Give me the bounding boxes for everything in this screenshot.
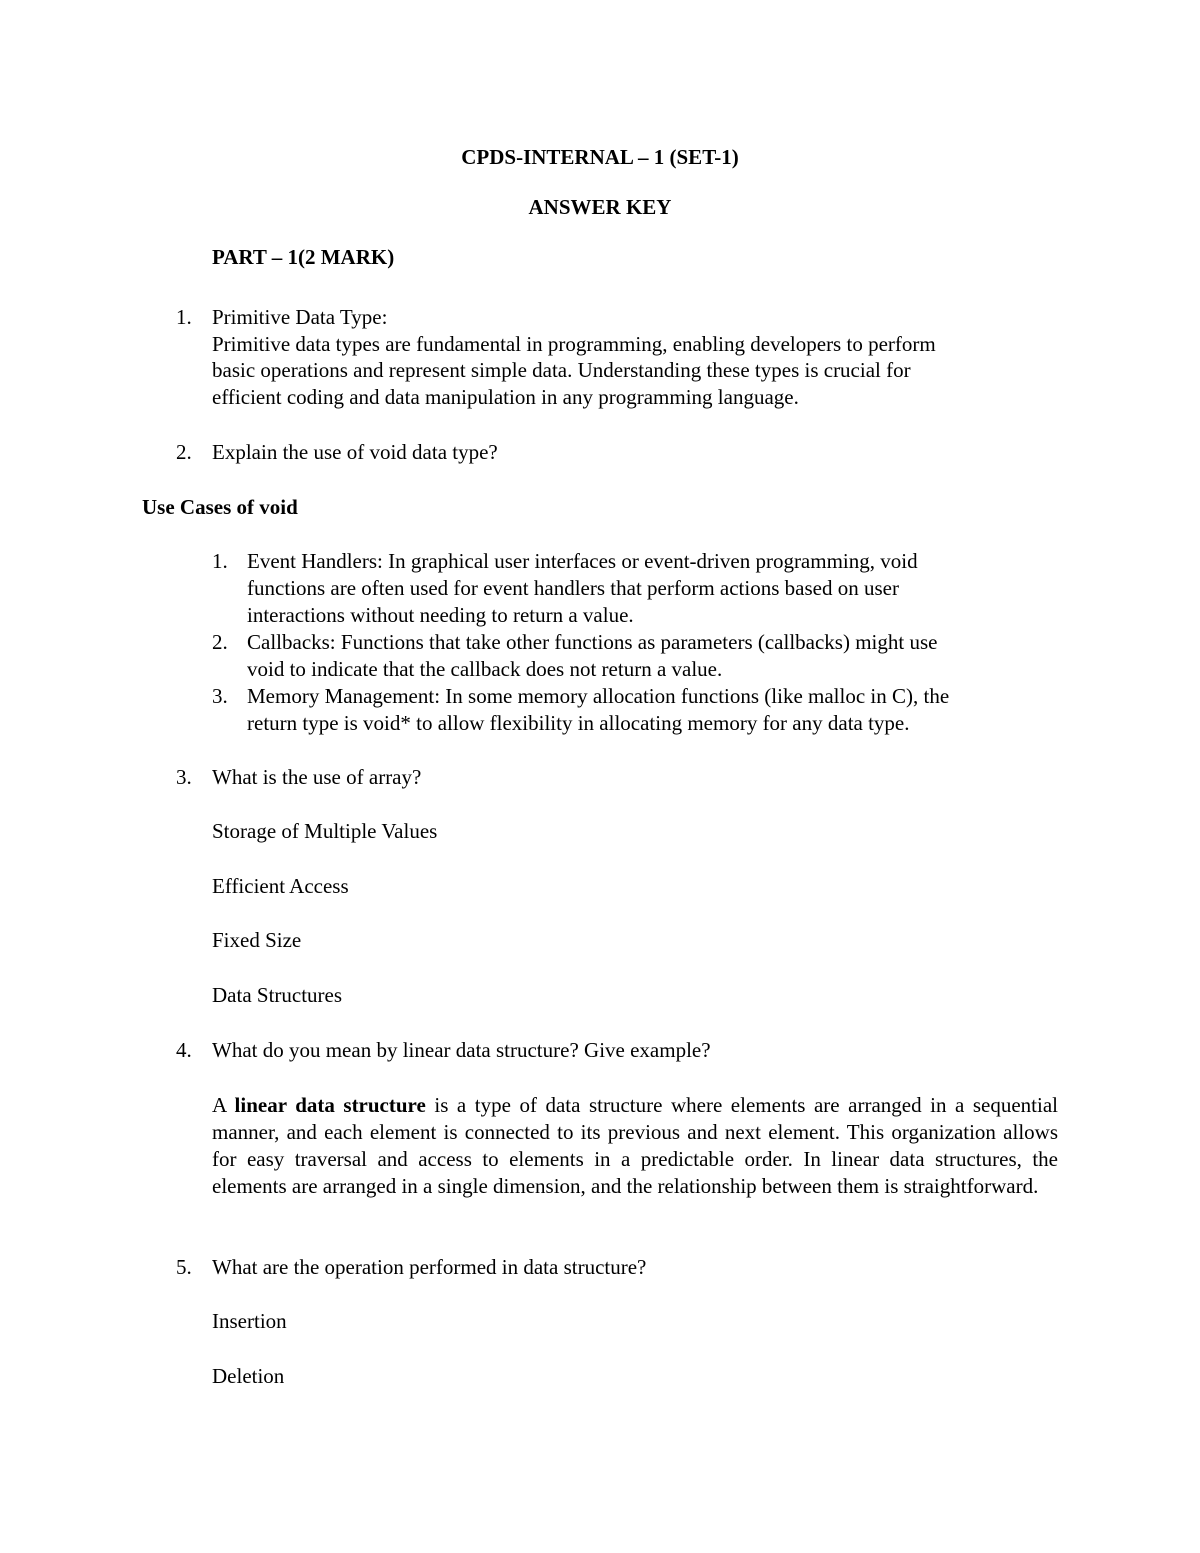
list-item-line: Callbacks: Functions that take other functions as parameters (callbacks) might use: [247, 630, 938, 654]
list-item-line: Event Handlers: In graphical user interfaces or event-driven programming, void: [247, 549, 918, 573]
answer-item: Deletion: [212, 1364, 285, 1388]
question-text: Explain the use of void data type?: [212, 440, 498, 464]
list-item-number: 2.: [212, 630, 228, 654]
question-heading: Primitive Data Type:: [212, 305, 388, 329]
list-item-number: 3.: [212, 684, 228, 708]
list-item-number: 1.: [212, 549, 228, 573]
question-text: What is the use of array?: [212, 765, 422, 789]
answer-term: linear data structure: [234, 1093, 426, 1117]
list-item-line: return type is void* to allow flexibility in allocating memory for any data type.: [247, 711, 910, 735]
answer-line: efficient coding and data manipulation in any programming language.: [212, 385, 799, 409]
question-number: 3.: [176, 765, 192, 789]
question-number: 2.: [176, 440, 192, 464]
part-heading: PART – 1(2 MARK): [212, 245, 395, 269]
answer-item: Efficient Access: [212, 874, 349, 898]
question-number: 5.: [176, 1255, 192, 1279]
document-subtitle: ANSWER KEY: [528, 195, 672, 219]
list-item-line: interactions without needing to return a value.: [247, 603, 634, 627]
answer-prefix: A: [212, 1093, 235, 1117]
answer-item: Insertion: [212, 1309, 287, 1333]
question-number: 1.: [176, 305, 192, 329]
answer-paragraph: [212, 1092, 1058, 1200]
answer-line: Primitive data types are fundamental in programming, enabling developers to perform: [212, 332, 936, 356]
section-heading: Use Cases of void: [142, 495, 298, 519]
answer-item: Fixed Size: [212, 928, 302, 952]
question-text: What do you mean by linear data structure? Give example?: [212, 1038, 711, 1062]
answer-line: basic operations and represent simple data. Understanding these types is crucial for: [212, 358, 911, 382]
answer-item: Storage of Multiple Values: [212, 819, 438, 843]
document-title: CPDS-INTERNAL – 1 (SET-1): [461, 145, 739, 169]
answer-item: Data Structures: [212, 983, 343, 1007]
question-number: 4.: [176, 1038, 192, 1062]
list-item-line: functions are often used for event handlers that perform actions based on user: [247, 576, 899, 600]
question-text: What are the operation performed in data structure?: [212, 1255, 647, 1279]
answer-body: is a type of data structure where elements are arranged in a sequential manner, and each element is connected to its previous and next element. This organization allows for easy traversal and access to elements in a predictable order. In linear data structures, the elements are arranged in a single dimension, and the relationship between them is straightforward.: [212, 1093, 1058, 1198]
list-item-line: Memory Management: In some memory allocation functions (like malloc in C), the: [247, 684, 950, 708]
list-item-line: void to indicate that the callback does not return a value.: [247, 657, 723, 681]
